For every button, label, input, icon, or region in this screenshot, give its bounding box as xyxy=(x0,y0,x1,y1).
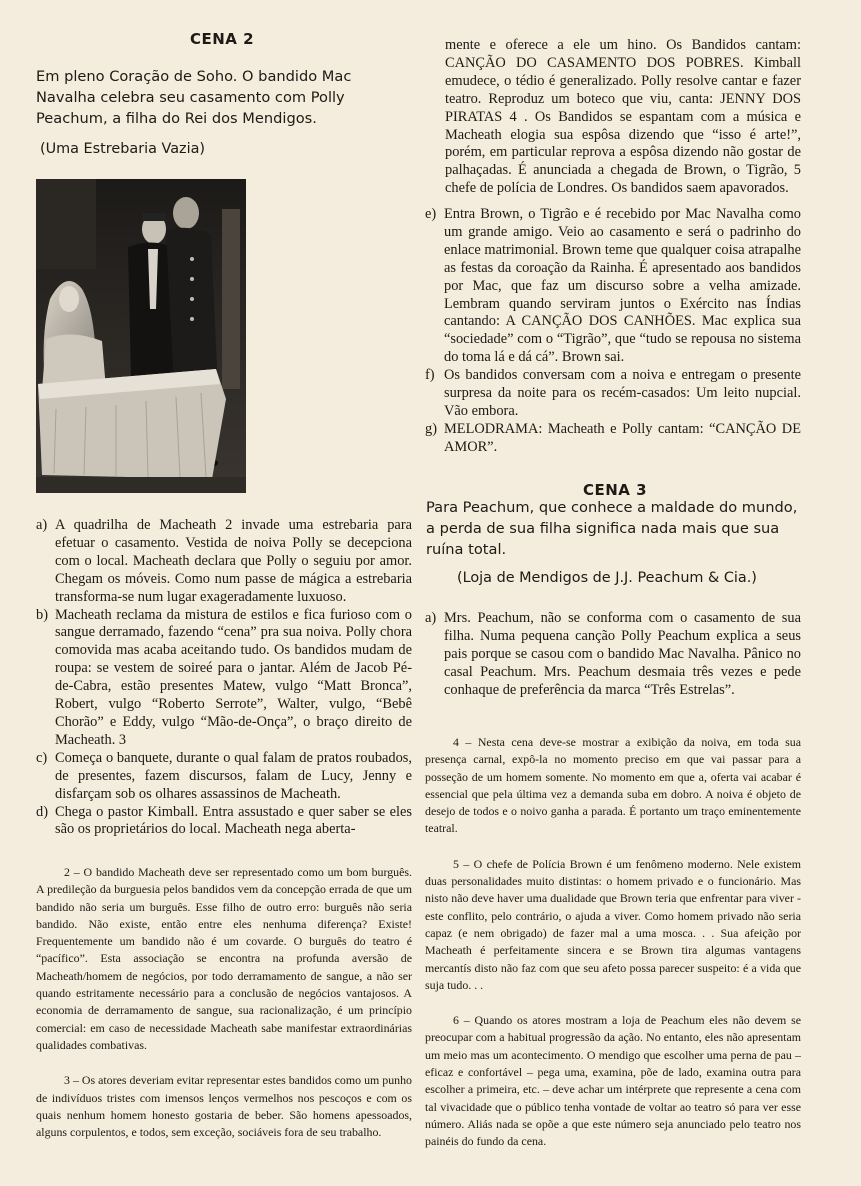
scene2-items-continued xyxy=(425,206,801,457)
scene2-title: CENA 2 xyxy=(190,30,255,48)
scene3-description: Para Peachum, que conhece a maldade do mundo, a perda de sua filha significa nada mais que sua ruína total. xyxy=(426,499,798,558)
list-item: a) Mrs. Peachum, não se conforma com o casamento de sua filha. Numa pequena canção Polly Peachum explica a seus pais porque se casou com o bandido Mac Navalha. Pânico no casal Peachum. Mrs. Peachum desmaia três vezes e pede conhaque de preferência da marca “Três Estrelas”. xyxy=(425,610,801,698)
footnote: 3 – Os atores deveriam evitar representar estes bandidos como um punho de indivíduos tristes com imensos lenços vermelhos nos pescoços e com os quais nenhum homem honesto gostaria de beber. São homens apessoados, alguns corpulentos, e todos, sem exceção, sociáveis fora de seu trabalho. xyxy=(36,1073,412,1140)
scene3-title: CENA 3 xyxy=(583,481,648,499)
footnote: 2 – O bandido Macheath deve ser representado como um bom burguês. A predileção da burguesia pelos bandidos vem da concepção errada de que um bandido não seria um burguês. Esse filho de outro erro: burguês não seria bandido. Não existe, então entre eles nenhuma diferença? Existe! Frequentemente um bandido não é um covarde. O burguês do teatro é “pacífico”. Esta associação se encontra na profunda aversão de Macheath/homem de negócios, por todo derramamento de sangue, a não ser quando estritamente necessário para a conclusão de negócios vantajosos. A economia de derramamento de sangue, sua racionalização, é um princípio comercial: em caso de necessidade Macheath sabe manifestar extraordinárias qualidades combativas. xyxy=(36,865,412,1052)
scene2-setting: (Uma Estrebaria Vazia) xyxy=(40,141,206,157)
list-item: g) MELODRAMA: Macheath e Polly cantam: “CANÇÃO DE AMOR”. xyxy=(425,420,801,455)
list-item: d) Chega o pastor Kimball. Entra assustado e quer saber se eles são os proprietários do local. Macheath nega aberta- xyxy=(36,803,412,838)
scene2-items-list xyxy=(36,517,412,839)
list-item: e) Entra Brown, o Tigrão e é recebido por Mac Navalha como um grande amigo. Veio ao casamento e será o padrinho do enlace matrimonial. Brown teme que qualquer coisa atrapalhe as festas da coroação da Rainha. É apresentado aos bandidos por Mac, que faz um discurso sobre a velha amizade. Lembram quando serviram juntos o Exército nas Índias cantando: A CANÇÃO DOS CANHÕES. Mac explica sua “sociedade” com o “Tigrão”, que “tudo se repousa no sistema do toma lá e dá cá”. Brown sai. xyxy=(425,206,801,366)
scene3-setting: (Loja de Mendigos de J.J. Peachum & Cia.) xyxy=(457,570,757,586)
list-item: b) Macheath reclama da mistura de estilos e fica furioso com o sangue derramado, fazendo “cena” pra sua noiva. Polly chora comovida mas acaba aceitando tudo. Os bandidos mudam de roupa: se vestem de soireé para o jantar. Além de Jacob Pé-de-Cabra, estão presentes Matew, vulgo “Matt Bronca”, Robert, vulgo “Roberto Serrote”, Walter, vulgo, “Bebê Chorão” e Eddy, vulgo “Mão-de-Onça”, o braço direito de Macheath. 3 xyxy=(36,606,412,748)
scene2-description: Em pleno Coração de Soho. O bandido Mac Navalha celebra seu casamento com Polly Peachum, a filha do Rei dos Mendigos. xyxy=(36,68,352,127)
list-item: c) Começa o banquete, durante o qual falam de pratos roubados, de presentes, fazem discursos, falam de Lucy, Jenny e disfarçam sob os olhares assassinos de Macheath. xyxy=(36,749,412,802)
scene3-items-list xyxy=(425,610,801,700)
footnote: 4 – Nesta cena deve-se mostrar a exibição da noiva, em toda sua presença carnal, expô-la no momento preciso em que vai passar para a posseção de um homem somente. No momento em que a, oferta vai acabar é essencial que pela última vez a demanda suba em dobro. A noiva é objeto de desejo de todos e o noivo ganha a parada. É portanto um traço eminentemente teatral. xyxy=(425,735,801,836)
footnote: 6 – Quando os atores mostram a loja de Peachum eles não devem se preocupar com a habitual progressão da ação. No entanto, eles não apresentam um meio mas um acontecimento. O mendigo que escolher uma perna de pau – eficaz e confortável – pega uma, examina, põe de lado, examina outra para escolher a primeira, etc. – deve achar um intérprete que represente a cena com tal vivacidade que o público tenha vontade de voltar ao teatro só para ver esse número. Aliás nada se opõe a que este número seja anunciado pelo teatro nos painéis do fundo da cena. xyxy=(425,1013,801,1149)
scene2-continuation: mente e oferece a ele um hino. Os Bandidos cantam: CANÇÃO DO CASAMENTO DOS POBRES. Kimball emudece, o tédio é generalizado. Polly resolve cantar e fazer teatro. Reproduz um boteco que viu, canta: JENNY DOS PIRATAS 4 . Os Bandidos se espantam com a música e Macheath elogia sua espôsa dizendo que “isso é arte!”, porém, em particular reprova a espôsa dizendo não gostar de palhaçadas. É anunciada a chegada de Brown, o Tigrão, 5 chefe de polícia de Londres. Os bandidos saem apavorados. xyxy=(445,37,801,197)
footnote: 5 – O chefe de Polícia Brown é um fenômeno moderno. Nele existem duas personalidades muito distintas: o homem privado e o funcionário. Mas nisto não deve haver uma dualidade que Brown teria que enfrentar para viver - este conflito, pelo contrário, o ajuda a viver. Como homem privado não seria capaz (e nem obrigado) de fazer mal a uma mosca. . . Sua afeição por Macheath é perfeitamente sincera e se Brown tira algumas vantagens mercantís disto não faz com que seu afeto possa parecer suspeito: é a vida que suja tudo. . . xyxy=(425,856,801,992)
footnotes-left xyxy=(36,864,412,1159)
list-item: a) A quadrilha de Macheath 2 invade uma estrebaria para efetuar o casamento. Vestida de noiva Polly se decepciona com o local. Macheath declara que Polly o seguiu por amor. Chegam os móveis. Como num passe de mágica a estrebaria transforma-se num lugar exageradamente luxuoso. xyxy=(36,517,412,605)
list-item: f) Os bandidos conversam com a noiva e entregam o presente surpresa da noite para os recém-casados: Um leito nupcial. Vão embora. xyxy=(425,367,801,419)
wedding-scene-photo xyxy=(36,179,246,493)
footnotes-right xyxy=(425,734,801,1169)
